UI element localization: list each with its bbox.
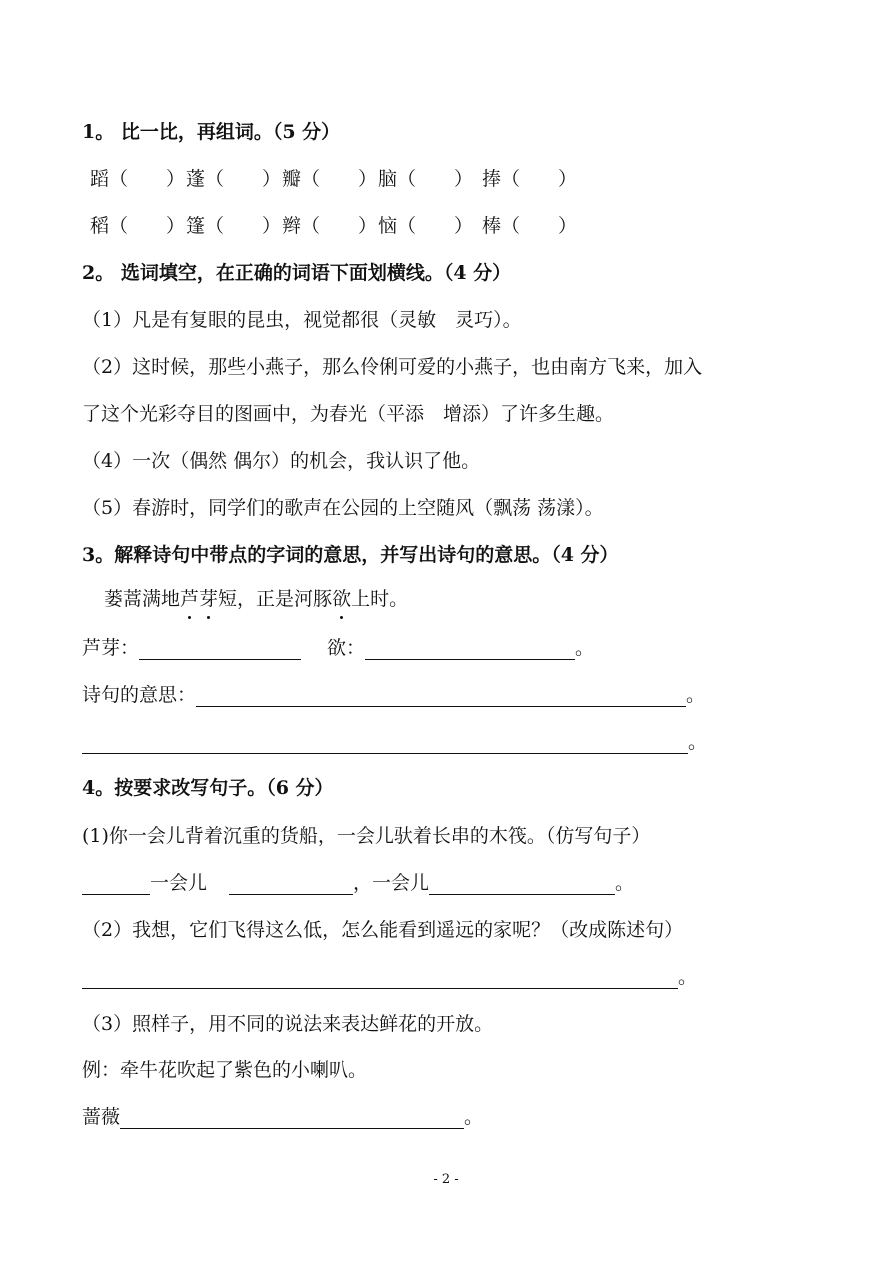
dotted-char: 芽	[199, 588, 219, 610]
q1-item: 恼（ ）	[378, 215, 474, 237]
period: 。	[678, 966, 698, 988]
q2-title: 2。 选词填空，在正确的词语下面划横线。（4 分）	[82, 262, 512, 284]
page-number: - 2 -	[433, 1172, 459, 1187]
dotted-char: 欲	[332, 588, 352, 610]
q4-example: 例：牵牛花吹起了紫色的小喇叭。	[82, 1059, 368, 1081]
q1-item: 蓬（ ）	[186, 168, 282, 190]
label-meaning: 诗句的意思：	[82, 684, 197, 706]
q1-title: 1。 比一比，再组词。（5 分）	[82, 121, 341, 143]
answer-blank[interactable]	[429, 874, 615, 895]
poem-text: 蒌蒿满地	[104, 588, 181, 610]
period: 。	[464, 1106, 484, 1128]
yihuier-text: 一会儿	[150, 872, 208, 894]
answer-blank[interactable]	[229, 874, 353, 895]
q4-sentence-2: （2）我想，它们飞得这么低，怎么能看到遥远的家呢？（改成陈述句）	[82, 919, 684, 941]
label-yu: 欲：	[327, 637, 366, 659]
q4-sentence-1: (1)你一会儿背着沉重的货船，一会儿驮着长串的木筏。（仿写句子）	[82, 825, 651, 847]
q1-item: 蹈（ ）	[90, 168, 186, 190]
answer-blank[interactable]	[82, 874, 150, 895]
q2-sentence-2b: 了这个光彩夺目的图画中，为春光（平添 增添）了许多生趣。	[82, 403, 615, 425]
period: 。	[686, 684, 706, 706]
q1-item: 脑（ ）	[378, 168, 474, 190]
q1-item: 捧（ ）	[482, 168, 578, 190]
label-luya: 芦芽：	[82, 637, 140, 659]
q1-item: 瓣（ ）	[282, 168, 378, 190]
answer-blank[interactable]	[365, 639, 575, 660]
q3-meaning-row2	[82, 730, 707, 754]
q2-sentence-5: （5）春游时，同学们的歌声在公园的上空随风（飘荡 荡漾）。	[82, 497, 604, 519]
q3-poem	[104, 587, 408, 611]
answer-blank[interactable]	[139, 639, 301, 660]
answer-blank[interactable]	[82, 733, 688, 754]
period: 。	[688, 731, 708, 753]
q4-answer-row	[82, 965, 697, 989]
q4-title: 4。按要求改写句子。（6 分）	[82, 777, 334, 799]
q3-luya-row	[82, 636, 594, 660]
period: 。	[615, 872, 635, 894]
dotted-char: 芦	[180, 588, 200, 610]
period: 。	[575, 637, 595, 659]
q1-item: 棒（ ）	[482, 215, 578, 237]
q1-item: 稻（ ）	[90, 215, 186, 237]
q3-meaning-row	[82, 683, 705, 707]
q2-sentence-2a: （2）这时候，那些小燕子，那么伶俐可爱的小燕子，也由南方飞来，加入	[82, 356, 703, 378]
poem-text: 短，正是河豚	[218, 588, 333, 610]
q1-row1	[90, 167, 577, 191]
poem-text: 上时。	[351, 588, 409, 610]
qiangwei-text: 蔷薇	[82, 1106, 121, 1128]
q2-sentence-1: （1）凡是有复眼的昆虫，视觉都很（灵敏 灵巧）。	[82, 309, 522, 331]
q1-item: 辫（ ）	[282, 215, 378, 237]
q4-imitate-row	[82, 871, 634, 895]
q1-row2	[90, 214, 577, 238]
yihuier-text: ，一会儿	[353, 872, 430, 894]
q1-item: 篷（ ）	[186, 215, 282, 237]
answer-blank[interactable]	[120, 1108, 464, 1129]
q3-title: 3。解释诗句中带点的字词的意思，并写出诗句的意思。（4 分）	[82, 544, 619, 566]
q4-sentence-3: （3）照样子，用不同的说法来表达鲜花的开放。	[82, 1013, 494, 1035]
q4-qiangwei-row	[82, 1105, 483, 1129]
answer-blank[interactable]	[196, 686, 686, 707]
q2-sentence-4: （4）一次（偶然 偶尔）的机会，我认识了他。	[82, 450, 481, 472]
answer-blank[interactable]	[82, 968, 678, 989]
